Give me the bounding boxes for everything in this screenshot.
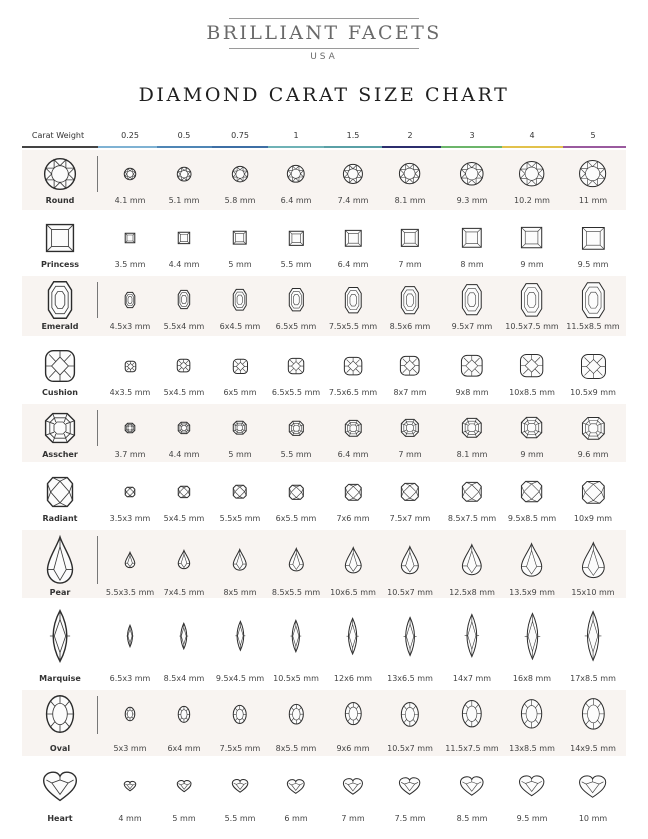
- radiant-size-label: 3.5x3 mm: [109, 514, 151, 523]
- emerald-size-0.25-icon: [125, 292, 135, 308]
- carat-weight-5: 5: [590, 131, 596, 140]
- round-size-4-icon: [519, 161, 544, 186]
- header-rule: [22, 146, 98, 148]
- radiant-size-0.5-icon: [178, 486, 190, 498]
- shape-name-marquise: Marquise: [39, 674, 81, 683]
- asscher-size-label: 5 mm: [228, 450, 252, 459]
- row-divider: [97, 536, 98, 584]
- pear-size-2-icon: [401, 546, 419, 574]
- heart-size-label: 6 mm: [284, 814, 308, 823]
- marquise-size-0.75-icon: [235, 621, 246, 651]
- cushion-size-4-icon: [520, 354, 543, 377]
- pear-size-0.25-icon: [125, 552, 135, 568]
- cushion-size-0.5-icon: [177, 359, 190, 372]
- asscher-size-4-icon: [521, 417, 542, 438]
- oval-size-label: 6x4 mm: [167, 744, 201, 753]
- cushion-size-label: 5x4.5 mm: [163, 388, 205, 397]
- oval-size-label: 5x3 mm: [113, 744, 147, 753]
- shape-name-oval: Oval: [49, 744, 71, 753]
- oval-diamond-icon: [46, 695, 74, 733]
- round-size-label: 9.3 mm: [456, 196, 488, 205]
- radiant-size-0.25-icon: [125, 487, 135, 497]
- cushion-size-label: 9x8 mm: [455, 388, 489, 397]
- oval-size-0.5-icon: [178, 706, 190, 723]
- heart-size-0.75-icon: [232, 779, 248, 792]
- oval-size-0.75-icon: [233, 705, 246, 724]
- princess-size-label: 5.5 mm: [280, 260, 312, 269]
- heart-size-label: 5 mm: [172, 814, 196, 823]
- brand-bottom-rule: [229, 48, 419, 49]
- marquise-size-0.25-icon: [126, 625, 134, 647]
- heart-size-5-icon: [579, 775, 606, 798]
- emerald-size-label: 5.5x4 mm: [163, 322, 205, 331]
- princess-size-3-icon: [462, 228, 482, 248]
- round-size-label: 5.1 mm: [168, 196, 200, 205]
- cushion-size-label: 4x3.5 mm: [109, 388, 151, 397]
- pear-size-label: 15x10 mm: [571, 588, 615, 597]
- heart-size-2-icon: [399, 777, 420, 795]
- carat-weight-bar-1.5: [324, 146, 382, 148]
- radiant-size-1.5-icon: [345, 484, 362, 501]
- heart-size-3-icon: [460, 776, 484, 796]
- heart-diamond-icon: [43, 771, 77, 801]
- cushion-size-label: 10x8.5 mm: [509, 388, 555, 397]
- carat-weight-3: 3: [469, 131, 475, 140]
- round-size-label: 4.1 mm: [114, 196, 146, 205]
- emerald-size-label: 9.5x7 mm: [451, 322, 493, 331]
- oval-size-0.25-icon: [125, 707, 135, 721]
- radiant-size-label: 8.5x7.5 mm: [447, 514, 497, 523]
- oval-size-4-icon: [521, 699, 542, 729]
- pear-size-label: 5.5x3.5 mm: [105, 588, 155, 597]
- round-size-0.75-icon: [232, 166, 248, 182]
- round-size-label: 7.4 mm: [337, 196, 369, 205]
- marquise-size-label: 13x6.5 mm: [387, 674, 433, 683]
- princess-size-label: 6.4 mm: [337, 260, 369, 269]
- princess-size-1-icon: [289, 231, 304, 246]
- heart-size-4-icon: [519, 775, 544, 796]
- emerald-size-label: 6x4.5 mm: [219, 322, 261, 331]
- asscher-size-0.75-icon: [233, 421, 246, 434]
- cushion-size-label: 10.5x9 mm: [570, 388, 616, 397]
- marquise-diamond-icon: [49, 610, 71, 662]
- carat-weight-bar-3: [441, 146, 502, 148]
- cushion-size-5-icon: [581, 354, 606, 379]
- shape-name-radiant: Radiant: [42, 514, 78, 523]
- heart-size-1.5-icon: [343, 778, 363, 795]
- carat-weight-0.5: 0.5: [177, 131, 191, 140]
- round-size-5-icon: [579, 160, 606, 187]
- asscher-diamond-icon: [45, 413, 75, 443]
- marquise-size-label: 8.5x4 mm: [163, 674, 205, 683]
- pear-size-1.5-icon: [345, 547, 362, 573]
- princess-size-label: 9 mm: [520, 260, 544, 269]
- brand-top-rule: [229, 18, 419, 19]
- asscher-size-0.5-icon: [178, 422, 190, 434]
- brand-subtitle: USA: [310, 52, 338, 62]
- oval-size-label: 14x9.5 mm: [570, 744, 616, 753]
- oval-size-label: 11.5x7.5 mm: [445, 744, 499, 753]
- heart-size-label: 9.5 mm: [516, 814, 548, 823]
- pear-size-label: 8.5x5.5 mm: [271, 588, 321, 597]
- pear-diamond-icon: [47, 536, 73, 584]
- radiant-size-2-icon: [401, 483, 419, 501]
- heart-size-1-icon: [287, 779, 305, 794]
- radiant-diamond-icon: [47, 477, 73, 507]
- princess-diamond-icon: [46, 224, 74, 252]
- shape-name-asscher: Asscher: [42, 450, 78, 459]
- radiant-size-label: 10x9 mm: [573, 514, 613, 523]
- round-size-1-icon: [287, 165, 305, 183]
- asscher-size-0.25-icon: [125, 423, 135, 433]
- princess-size-label: 8 mm: [460, 260, 484, 269]
- cushion-size-2-icon: [400, 356, 419, 375]
- shape-name-cushion: Cushion: [42, 388, 78, 397]
- princess-size-0.25-icon: [125, 233, 135, 243]
- shape-name-heart: Heart: [47, 814, 73, 823]
- emerald-size-label: 11.5x8.5 mm: [566, 322, 620, 331]
- marquise-size-1-icon: [290, 620, 302, 652]
- heart-size-label: 5.5 mm: [224, 814, 256, 823]
- cushion-size-1-icon: [288, 358, 304, 374]
- round-size-2-icon: [399, 163, 420, 184]
- asscher-size-label: 4.4 mm: [168, 450, 200, 459]
- marquise-size-label: 14x7 mm: [452, 674, 492, 683]
- cushion-size-label: 6.5x5.5 mm: [271, 388, 321, 397]
- brand-name: BRILLIANT FACETS: [206, 22, 442, 44]
- princess-size-1.5-icon: [345, 230, 362, 247]
- cushion-size-0.25-icon: [125, 361, 136, 372]
- shape-name-round: Round: [45, 196, 75, 205]
- oval-size-1-icon: [289, 704, 304, 724]
- cushion-diamond-icon: [45, 350, 75, 382]
- radiant-size-0.75-icon: [233, 485, 246, 498]
- pear-size-label: 10.5x7 mm: [387, 588, 433, 597]
- round-size-label: 6.4 mm: [280, 196, 312, 205]
- princess-size-label: 4.4 mm: [168, 260, 200, 269]
- pear-size-label: 7x4.5 mm: [163, 588, 205, 597]
- radiant-size-label: 7.5x7 mm: [389, 514, 431, 523]
- princess-size-2-icon: [401, 229, 419, 247]
- oval-size-label: 8x5.5 mm: [275, 744, 317, 753]
- pear-size-0.75-icon: [233, 549, 246, 571]
- carat-weight-bar-0.5: [157, 146, 212, 148]
- radiant-size-label: 7x6 mm: [336, 514, 370, 523]
- emerald-size-label: 4.5x3 mm: [109, 322, 151, 331]
- shape-name-emerald: Emerald: [41, 322, 79, 331]
- pear-size-5-icon: [582, 542, 605, 578]
- heart-size-label: 4 mm: [118, 814, 142, 823]
- oval-size-5-icon: [582, 698, 605, 730]
- princess-size-4-icon: [521, 227, 542, 248]
- carat-weight-bar-2: [382, 146, 441, 148]
- radiant-size-3-icon: [462, 482, 482, 502]
- princess-size-0.5-icon: [178, 232, 190, 244]
- row-divider: [97, 410, 98, 446]
- carat-weight-bar-5: [563, 146, 626, 148]
- asscher-size-label: 3.7 mm: [114, 450, 146, 459]
- marquise-size-5-icon: [584, 611, 602, 661]
- heart-size-0.5-icon: [177, 780, 191, 792]
- cushion-size-0.75-icon: [233, 359, 248, 374]
- emerald-size-label: 6.5x5 mm: [275, 322, 317, 331]
- marquise-size-label: 10.5x5 mm: [273, 674, 319, 683]
- marquise-size-3-icon: [464, 614, 480, 657]
- asscher-size-2-icon: [401, 419, 419, 437]
- row-divider: [97, 282, 98, 318]
- marquise-size-label: 16x8 mm: [512, 674, 552, 683]
- round-size-label: 10.2 mm: [514, 196, 550, 205]
- oval-size-label: 7.5x5 mm: [219, 744, 261, 753]
- cushion-size-label: 8x7 mm: [393, 388, 427, 397]
- radiant-size-1-icon: [289, 485, 304, 500]
- pear-size-4-icon: [521, 543, 542, 577]
- row-divider: [97, 696, 98, 734]
- marquise-size-label: 12x6 mm: [333, 674, 373, 683]
- carat-weight-4: 4: [529, 131, 535, 140]
- princess-size-label: 9.5 mm: [577, 260, 609, 269]
- pear-size-0.5-icon: [178, 550, 190, 569]
- asscher-size-label: 8.1 mm: [456, 450, 488, 459]
- cushion-size-label: 6x5 mm: [223, 388, 257, 397]
- carat-weight-bar-1: [268, 146, 324, 148]
- emerald-size-label: 8.5x6 mm: [389, 322, 431, 331]
- emerald-size-4-icon: [521, 283, 542, 317]
- carat-weight-bar-0.75: [212, 146, 268, 148]
- round-size-0.25-icon: [124, 168, 136, 180]
- pear-size-1-icon: [289, 548, 304, 571]
- round-size-label: 5.8 mm: [224, 196, 256, 205]
- asscher-size-label: 7 mm: [398, 450, 422, 459]
- oval-size-label: 13x8.5 mm: [509, 744, 555, 753]
- pear-size-label: 8x5 mm: [223, 588, 257, 597]
- carat-weight-0.25: 0.25: [121, 131, 139, 140]
- emerald-size-0.5-icon: [178, 290, 190, 309]
- heart-size-0.25-icon: [124, 781, 136, 791]
- carat-weight-0.75: 0.75: [231, 131, 249, 140]
- round-size-1.5-icon: [343, 164, 363, 184]
- princess-size-label: 3.5 mm: [114, 260, 146, 269]
- asscher-size-1-icon: [289, 421, 304, 436]
- asscher-size-5-icon: [582, 417, 605, 440]
- oval-size-3-icon: [462, 700, 482, 727]
- pear-size-label: 13.5x9 mm: [509, 588, 555, 597]
- asscher-size-label: 5.5 mm: [280, 450, 312, 459]
- asscher-size-label: 9.6 mm: [577, 450, 609, 459]
- princess-size-0.75-icon: [233, 231, 246, 244]
- radiant-size-5-icon: [582, 481, 605, 504]
- emerald-size-0.75-icon: [233, 289, 246, 311]
- round-diamond-icon: [44, 158, 76, 190]
- heart-size-label: 8.5 mm: [456, 814, 488, 823]
- radiant-size-4-icon: [521, 481, 542, 502]
- oval-size-label: 10.5x7 mm: [387, 744, 433, 753]
- emerald-size-2-icon: [401, 286, 419, 314]
- pear-size-label: 10x6.5 mm: [330, 588, 376, 597]
- radiant-size-label: 9.5x8.5 mm: [507, 514, 557, 523]
- shape-name-pear: Pear: [49, 588, 71, 597]
- marquise-size-4-icon: [524, 613, 541, 660]
- princess-size-label: 7 mm: [398, 260, 422, 269]
- asscher-size-label: 6.4 mm: [337, 450, 369, 459]
- asscher-size-label: 9 mm: [520, 450, 544, 459]
- emerald-size-1.5-icon: [345, 287, 362, 313]
- round-size-label: 8.1 mm: [394, 196, 426, 205]
- cushion-size-3-icon: [461, 355, 483, 377]
- princess-size-label: 5 mm: [228, 260, 252, 269]
- asscher-size-1.5-icon: [345, 420, 362, 437]
- emerald-size-label: 10.5x7.5 mm: [505, 322, 559, 331]
- heart-size-label: 7.5 mm: [394, 814, 426, 823]
- cushion-size-1.5-icon: [344, 357, 362, 375]
- marquise-size-0.5-icon: [179, 623, 189, 649]
- heart-size-label: 7 mm: [341, 814, 365, 823]
- pear-size-label: 12.5x8 mm: [449, 588, 495, 597]
- marquise-size-label: 6.5x3 mm: [109, 674, 151, 683]
- carat-weight-header: Carat Weight: [31, 131, 85, 140]
- radiant-size-label: 6x5.5 mm: [275, 514, 317, 523]
- heart-size-label: 10 mm: [578, 814, 608, 823]
- pear-size-3-icon: [462, 544, 482, 575]
- round-size-label: 11 mm: [578, 196, 608, 205]
- row-divider: [97, 156, 98, 192]
- chart-title: DIAMOND CARAT SIZE CHART: [138, 84, 510, 106]
- round-size-0.5-icon: [177, 167, 191, 181]
- carat-weight-bar-4: [502, 146, 563, 148]
- round-size-3-icon: [460, 162, 484, 186]
- oval-size-2-icon: [401, 702, 419, 727]
- emerald-size-label: 7.5x5.5 mm: [328, 322, 378, 331]
- oval-size-label: 9x6 mm: [336, 744, 370, 753]
- marquise-size-label: 17x8.5 mm: [570, 674, 616, 683]
- asscher-size-3-icon: [462, 418, 482, 438]
- cushion-size-label: 7.5x6.5 mm: [328, 388, 378, 397]
- marquise-size-2-icon: [403, 617, 417, 656]
- carat-weight-1.5: 1.5: [346, 131, 360, 140]
- emerald-diamond-icon: [48, 281, 72, 319]
- carat-weight-1: 1: [293, 131, 299, 140]
- shape-name-princess: Princess: [41, 260, 79, 269]
- oval-size-1.5-icon: [345, 702, 362, 725]
- emerald-size-5-icon: [582, 282, 605, 318]
- radiant-size-label: 5.5x5 mm: [219, 514, 261, 523]
- marquise-size-label: 9.5x4.5 mm: [215, 674, 265, 683]
- emerald-size-1-icon: [289, 288, 304, 311]
- emerald-size-3-icon: [462, 284, 482, 315]
- carat-weight-bar-0.25: [98, 146, 157, 148]
- princess-size-5-icon: [582, 227, 605, 250]
- marquise-size-1.5-icon: [346, 618, 359, 654]
- radiant-size-label: 5x4.5 mm: [163, 514, 205, 523]
- carat-weight-2: 2: [407, 131, 413, 140]
